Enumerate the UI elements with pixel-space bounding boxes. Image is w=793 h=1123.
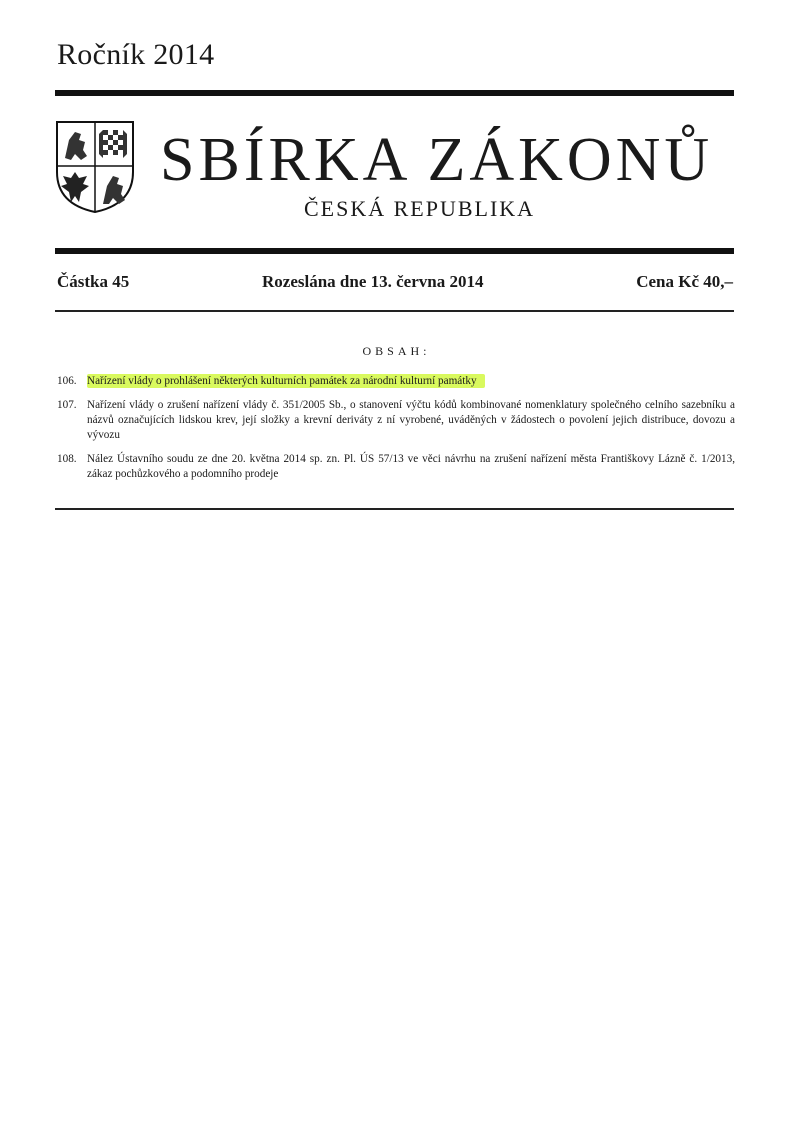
top-divider [55, 90, 734, 96]
coat-of-arms-icon [55, 120, 135, 214]
item-text: Nález Ústavního soudu ze dne 20. května 2014 sp. zn. Pl. ÚS 57/13 ve věci návrhu na zrušení nařízení města Františkovy Lázně č. 1/2013, zákaz pochůzkového a podomního prodeje [87, 453, 735, 480]
price: Cena Kč 40,– [636, 272, 733, 291]
distribution-date: Rozeslána dne 13. června 2014 [262, 272, 484, 291]
contents-list [57, 374, 735, 491]
item-number: 106. [57, 375, 77, 387]
item-text: Nařízení vlády o zrušení nařízení vlády č. 351/2005 Sb., o stanovení výčtu kódů kombinované nomenklatury společného celního sazebníku a názvů označujících lidskou krev, její složky a krevní deriváty z ní vyrobené, uváděných v žádostech o povolení jejich distribuce, dovozu a vývozu [87, 399, 735, 441]
contents-item [57, 398, 735, 443]
part-number: Částka 45 [57, 272, 130, 291]
contents-item [57, 374, 735, 389]
item-number: 107. [57, 399, 77, 411]
publication-subtitle: ČESKÁ REPUBLIKA [304, 196, 536, 221]
contents-item [57, 452, 735, 482]
year-label: Ročník 2014 [57, 38, 215, 71]
publication-title: SBÍRKA ZÁKONŮ [160, 126, 714, 194]
contents-heading: OBSAH: [362, 344, 431, 358]
header-bottom-divider [55, 248, 734, 254]
contents-bottom-divider [55, 508, 734, 510]
meta-divider [55, 310, 734, 312]
item-number: 108. [57, 453, 77, 465]
item-text-highlighted: Nařízení vlády o prohlášení některých kulturních památek za národní kulturní památky [87, 374, 485, 388]
